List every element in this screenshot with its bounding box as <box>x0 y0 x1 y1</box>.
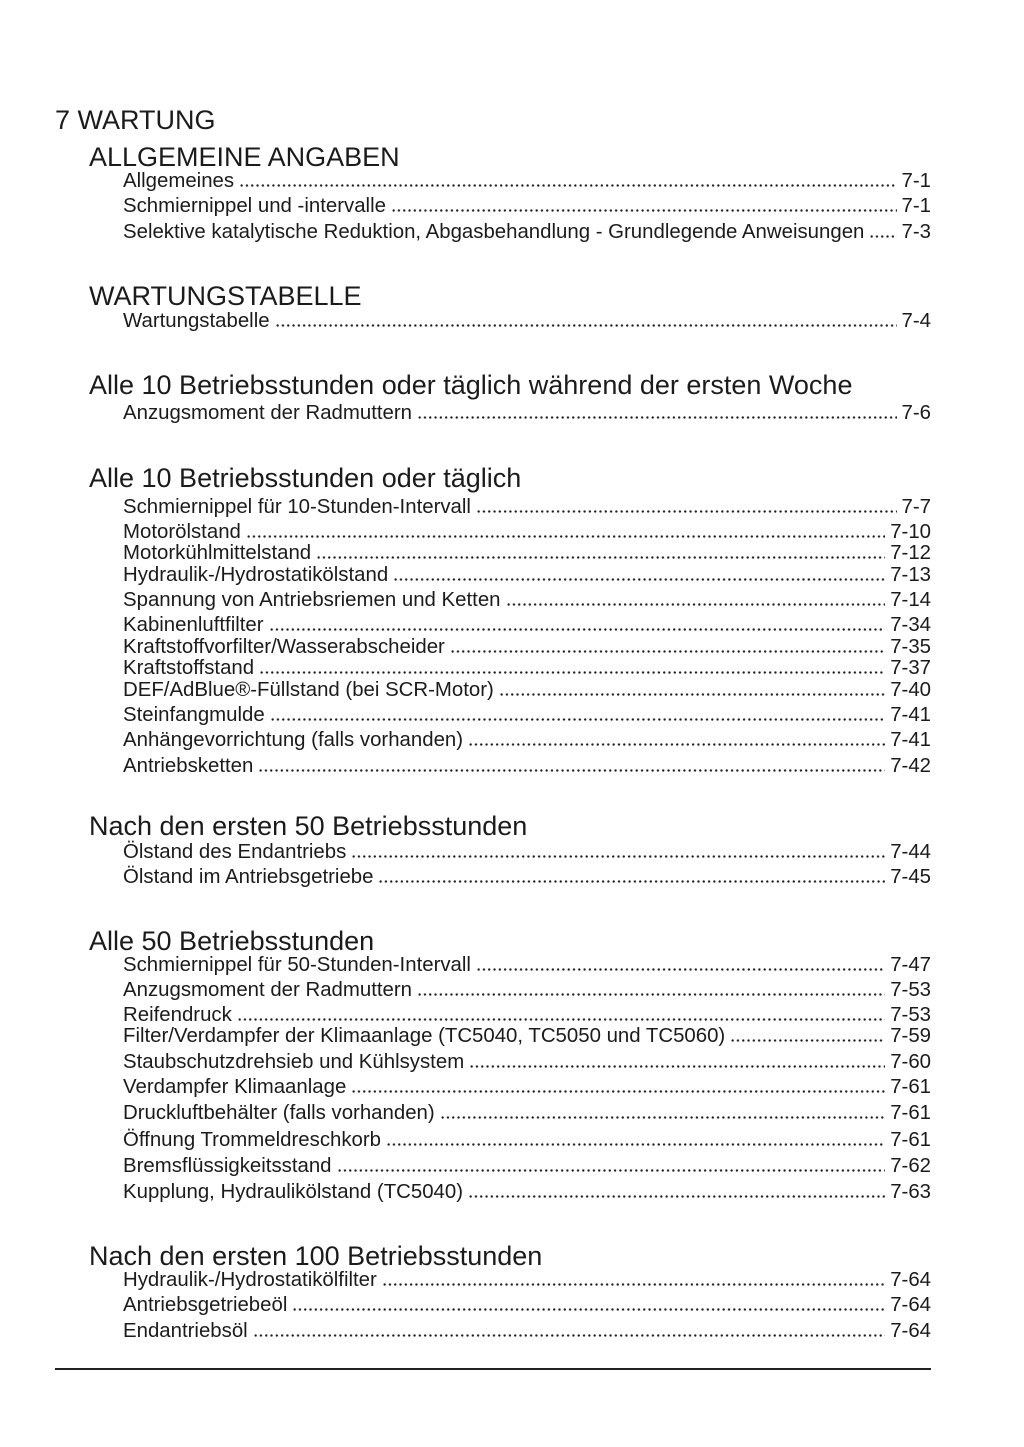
toc-entry <box>123 978 931 1002</box>
toc-entry-label: Wartungstabelle <box>123 310 270 332</box>
dot-leader <box>499 693 885 696</box>
toc-entry <box>123 865 931 889</box>
dot-leader <box>382 1283 885 1286</box>
toc-entry <box>123 1075 931 1099</box>
toc-entry-page: 7-41 <box>890 704 931 726</box>
toc-entry <box>123 656 931 680</box>
toc-entry-page: 7-64 <box>890 1320 931 1342</box>
toc-entry-page: 7-53 <box>890 979 931 1001</box>
toc-entry-label: Anzugsmoment der Radmuttern <box>123 979 413 1001</box>
toc-entry-page: 7-40 <box>890 679 931 701</box>
toc-entry-label: Kraftstoffvorfilter/Wasserabscheider <box>123 636 445 658</box>
dot-leader <box>351 1090 885 1093</box>
toc-entry-label: Staubschutzdrehsieb und Kühlsystem <box>123 1051 465 1073</box>
toc-entry <box>123 1050 931 1074</box>
toc-entry <box>123 1180 931 1204</box>
toc-entry-page: 7-6 <box>901 402 931 424</box>
section-heading: ALLGEMEINE ANGABEN <box>89 142 400 172</box>
dot-leader <box>417 416 897 419</box>
toc-entry <box>123 1154 931 1178</box>
toc-entry-page: 7-60 <box>890 1051 931 1073</box>
toc-entry-label: Steinfangmulde <box>123 704 265 726</box>
toc-entry-page: 7-10 <box>890 521 931 543</box>
toc-entry-page: 7-61 <box>890 1129 931 1151</box>
toc-entry-label: Reifendruck <box>123 1004 232 1026</box>
toc-entry-page: 7-14 <box>890 589 931 611</box>
dot-leader <box>253 1334 885 1337</box>
toc-entry-label: Filter/Verdampfer der Klimaanlage (TC5040, TC5050 und TC5060) <box>123 1025 726 1047</box>
dot-leader <box>468 1195 885 1198</box>
toc-entry-page: 7-64 <box>890 1269 931 1291</box>
toc-entry-page: 7-4 <box>901 310 931 332</box>
toc-entry-page: 7-34 <box>890 614 931 636</box>
toc-entry <box>123 1101 931 1125</box>
toc-entry <box>123 1268 931 1292</box>
toc-entry-page: 7-3 <box>901 221 931 243</box>
toc-entry-label: Endantriebsöl <box>123 1320 248 1342</box>
dot-leader <box>270 718 885 721</box>
toc-entry <box>123 953 931 977</box>
toc-entry <box>123 840 931 864</box>
dot-leader <box>476 510 897 513</box>
toc-entry-label: Selektive katalytische Reduktion, Abgasbehandlung - Grundlegende Anweisungen <box>123 221 865 243</box>
toc-entry-label: Kabinenluftfilter <box>123 614 264 636</box>
toc-entry-label: Hydraulik-/Hydrostatikölfilter <box>123 1269 377 1291</box>
toc-entry <box>123 309 931 333</box>
toc-entry-label: Motorkühlmittelstand <box>123 542 312 564</box>
toc-entry-label: Schmiernippel für 10-Stunden-Intervall <box>123 496 471 518</box>
dot-leader <box>417 993 885 996</box>
toc-entry-label: Anzugsmoment der Radmuttern <box>123 402 413 424</box>
toc-entry <box>123 703 931 727</box>
toc-entry <box>123 169 931 193</box>
toc-entry-label: Bremsflüssigkeitsstand <box>123 1155 332 1177</box>
dot-leader <box>239 184 896 187</box>
dot-leader <box>275 324 897 327</box>
toc-entry-page: 7-53 <box>890 1004 931 1026</box>
toc-entry <box>123 220 931 244</box>
toc-entry-page: 7-13 <box>890 564 931 586</box>
toc-entry-page: 7-45 <box>890 866 931 888</box>
section-heading: Alle 10 Betriebsstunden oder täglich während der ersten Woche <box>89 370 853 400</box>
toc-entry-label: Öffnung Trommeldreschkorb <box>123 1129 382 1151</box>
chapter-title: 7 WARTUNG <box>55 105 216 135</box>
dot-leader <box>258 769 885 772</box>
toc-entry-page: 7-12 <box>890 542 931 564</box>
dot-leader <box>386 1143 885 1146</box>
section-heading: WARTUNGSTABELLE <box>89 281 362 311</box>
toc-entry <box>123 754 931 778</box>
toc-entry-page: 7-35 <box>890 636 931 658</box>
toc-entry-page: 7-41 <box>890 729 931 751</box>
toc-entry-page: 7-59 <box>890 1025 931 1047</box>
toc-entry-label: Ölstand des Endantriebs <box>123 841 347 863</box>
toc-entry <box>123 1024 931 1048</box>
dot-leader <box>440 1116 886 1119</box>
toc-entry <box>123 678 931 702</box>
section-heading: Alle 10 Betriebsstunden oder täglich <box>89 463 522 493</box>
toc-entry-label: Verdampfer Klimaanlage <box>123 1076 347 1098</box>
dot-leader <box>391 209 897 212</box>
toc-entry <box>123 563 931 587</box>
toc-entry-page: 7-7 <box>901 496 931 518</box>
dot-leader <box>316 556 885 559</box>
toc-entry <box>123 728 931 752</box>
toc-entry <box>123 1319 931 1343</box>
toc-entry <box>123 495 931 519</box>
dot-leader <box>450 650 885 653</box>
toc-entry-page: 7-47 <box>890 954 931 976</box>
toc-entry-page: 7-44 <box>890 841 931 863</box>
dot-leader <box>468 743 885 746</box>
toc-entry <box>123 194 931 218</box>
footer-rule <box>55 1368 931 1370</box>
dot-leader <box>506 603 886 606</box>
toc-entry-page: 7-63 <box>890 1181 931 1203</box>
toc-entry-label: Schmiernippel für 50-Stunden-Intervall <box>123 954 471 976</box>
toc-entry-page: 7-1 <box>901 170 931 192</box>
section-heading: Nach den ersten 100 Betriebsstunden <box>89 1241 543 1271</box>
dot-leader <box>337 1169 886 1172</box>
section-heading: Alle 50 Betriebsstunden <box>89 926 375 956</box>
toc-entry-label: Motorölstand <box>123 521 241 543</box>
toc-entry-label: Hydraulik-/Hydrostatikölstand <box>123 564 389 586</box>
toc-entry-page: 7-61 <box>890 1102 931 1124</box>
dot-leader <box>292 1308 885 1311</box>
toc-entry-page: 7-64 <box>890 1294 931 1316</box>
toc-entry-label: DEF/AdBlue®-Füllstand (bei SCR-Motor) <box>123 679 494 701</box>
toc-entry-label: Schmiernippel und -intervalle <box>123 195 386 217</box>
dot-leader <box>869 235 896 238</box>
section-heading: Nach den ersten 50 Betriebsstunden <box>89 811 528 841</box>
toc-entry-page: 7-1 <box>901 195 931 217</box>
toc-entry-page: 7-37 <box>890 657 931 679</box>
toc-entry-label: Spannung von Antriebsriemen und Ketten <box>123 589 501 611</box>
toc-entry-page: 7-42 <box>890 755 931 777</box>
toc-entry-page: 7-61 <box>890 1076 931 1098</box>
dot-leader <box>476 968 885 971</box>
toc-entry <box>123 613 931 637</box>
toc-entry-label: Allgemeines <box>123 170 235 192</box>
toc-entry-label: Kupplung, Hydraulikölstand (TC5040) <box>123 1181 464 1203</box>
toc-entry-label: Druckluftbehälter (falls vorhanden) <box>123 1102 435 1124</box>
toc-entry <box>123 401 931 425</box>
toc-entry-label: Antriebsgetriebeöl <box>123 1294 288 1316</box>
dot-leader <box>730 1039 885 1042</box>
dot-leader <box>351 855 885 858</box>
toc-entry-page: 7-62 <box>890 1155 931 1177</box>
dot-leader <box>259 671 885 674</box>
dot-leader <box>393 578 885 581</box>
toc-entry <box>123 1128 931 1152</box>
dot-leader <box>469 1065 885 1068</box>
dot-leader <box>378 880 885 883</box>
toc-entry <box>123 541 931 565</box>
dot-leader <box>246 535 885 538</box>
dot-leader <box>237 1018 885 1021</box>
dot-leader <box>269 628 886 631</box>
toc-entry <box>123 1293 931 1317</box>
toc-entry-label: Kraftstoffstand <box>123 657 255 679</box>
toc-entry <box>123 588 931 612</box>
toc-entry-label: Ölstand im Antriebsgetriebe <box>123 866 374 888</box>
toc-entry-label: Antriebsketten <box>123 755 254 777</box>
toc-entry-label: Anhängevorrichtung (falls vorhanden) <box>123 729 464 751</box>
